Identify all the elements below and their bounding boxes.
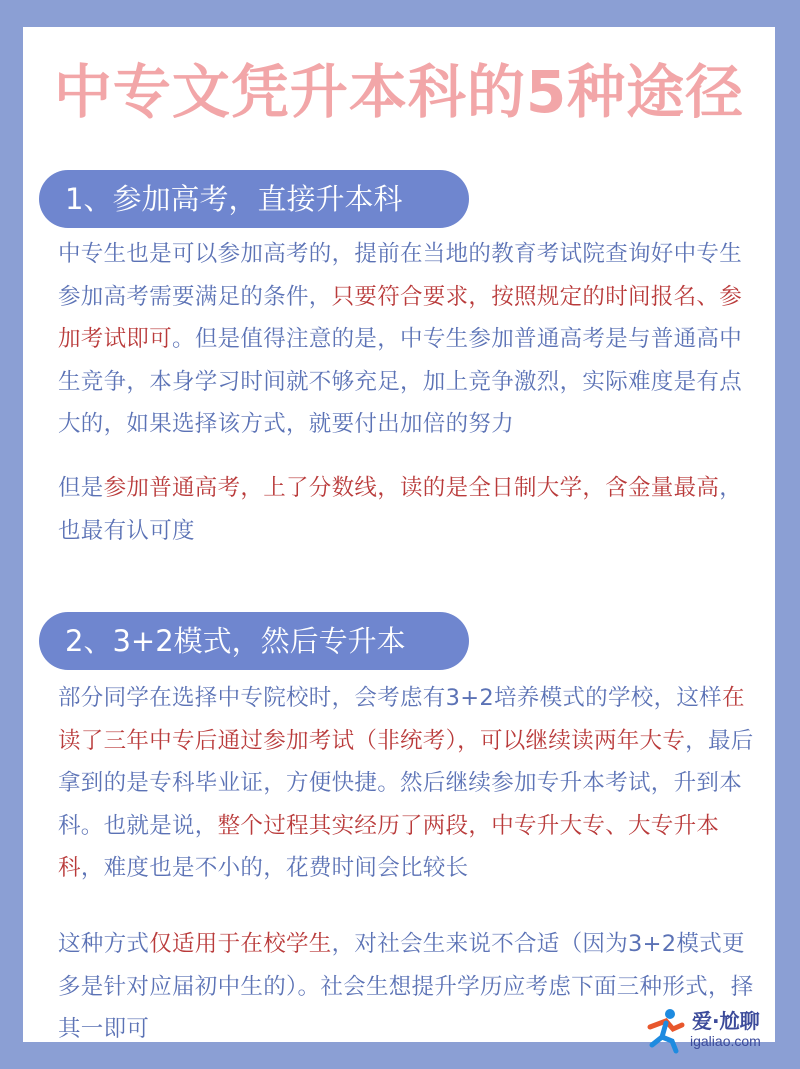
body-text: ，最后拿到的是专科毕业证，方便快捷。然后继续参加专升本考试，升到本科。也就是说， xyxy=(58,727,754,839)
body-text: ，对社会生来说不合适（因为3+2模式更多是针对应届初中生的）。社会生想提升学历应考虑下面三种形式，择其一即可 xyxy=(58,931,754,1042)
body-text: 。但是值得注意的是，中专生参加普通高考是与普通高中生竞争，本身学习时间就不够充足，加上竞争激烈，实际难度是有点大的，如果选择该方式，就要付出加倍的努力 xyxy=(58,326,743,437)
highlight-text: 整个过程其实经历了两段，中专升大专、大专升本科 xyxy=(58,812,720,881)
page-title: 中专文凭升本科的5种途径 xyxy=(53,58,745,126)
body-text: ，难度也是不小的，花费时间会比较长 xyxy=(80,855,469,881)
section-heading-2: 2、3+2模式，然后专升本 xyxy=(39,612,469,670)
body-text: 部分同学在选择中专院校时，会考虑有3+2培养模式的学校，这样 xyxy=(58,685,722,711)
body-text: ，也最有认可度 xyxy=(58,475,743,544)
highlight-text: 在读了三年中专后通过参加考试（非统考），可以继续读两年大专 xyxy=(58,685,745,754)
body-text: 中专生也是可以参加高考的，提前在当地的教育考试院查询好中专生参加高考需要满足的条件， xyxy=(58,241,743,310)
body-text: 但是 xyxy=(58,475,104,501)
section-heading-1: 1、参加高考，直接升本科 xyxy=(39,170,469,228)
watermark-url: igaliao.com xyxy=(690,1033,761,1049)
content-card xyxy=(23,27,775,1042)
highlight-text: 参加普通高考，上了分数线，读的是全日制大学，含金量最高 xyxy=(103,475,720,501)
section-1-paragraph-2 xyxy=(58,467,758,552)
highlight-text: 仅适用于在校学生 xyxy=(149,931,332,957)
section-1-paragraph-1 xyxy=(58,233,758,446)
body-text: 这种方式 xyxy=(58,931,150,957)
watermark xyxy=(640,1003,795,1061)
section-2-paragraph-1 xyxy=(58,677,758,890)
runner-logo-icon xyxy=(640,1005,690,1055)
highlight-text: 只要符合要求，按照规定的时间报名、参加考试即可 xyxy=(58,283,743,352)
watermark-name: 爱·尬聊 xyxy=(692,1009,760,1033)
